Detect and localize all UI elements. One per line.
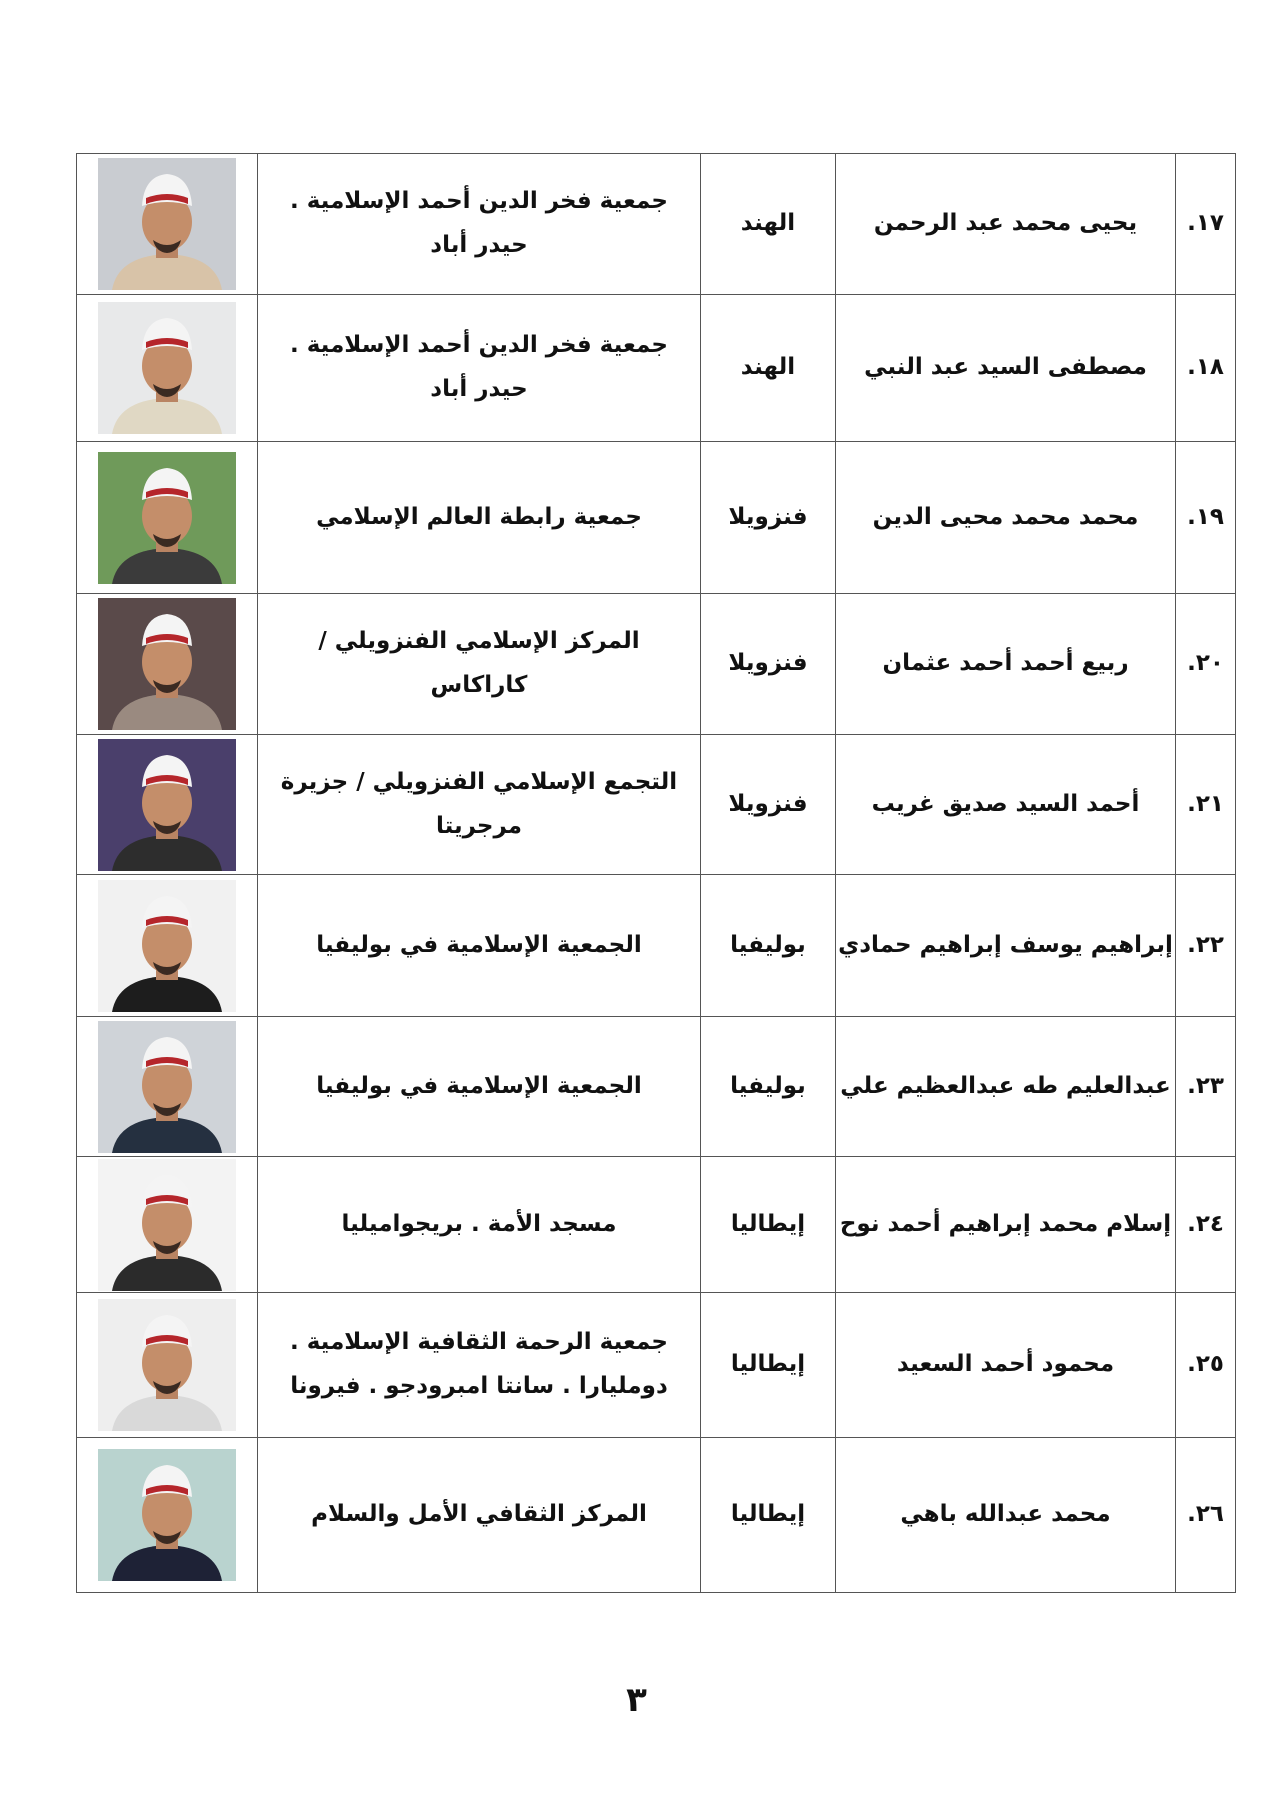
organization: التجمع الإسلامي الفنزويلي / جزيرة مرجريتا — [258, 735, 701, 875]
organization: المركز الإسلامي الفنزويلي / كاراكاس — [258, 594, 701, 735]
country: إيطاليا — [701, 1438, 836, 1593]
reciter-name: محمد عبدالله باهي — [836, 1438, 1176, 1593]
portrait-photo-icon — [98, 452, 236, 584]
table-row — [77, 1157, 1236, 1293]
portrait-photo-icon — [98, 302, 236, 434]
reciters-table-body — [77, 154, 1236, 1593]
country: الهند — [701, 154, 836, 295]
portrait-photo-icon — [98, 1299, 236, 1431]
reciter-name: يحيى محمد عبد الرحمن — [836, 154, 1176, 295]
table-row — [77, 594, 1236, 735]
country: إيطاليا — [701, 1293, 836, 1438]
table-row — [77, 154, 1236, 295]
portrait-photo-icon — [98, 598, 236, 730]
photo-cell — [77, 1438, 258, 1593]
row-number: ٢٤. — [1176, 1157, 1236, 1293]
table-row — [77, 1017, 1236, 1157]
organization: الجمعية الإسلامية في بوليفيا — [258, 1017, 701, 1157]
reciter-name: محمد محمد محيى الدين — [836, 442, 1176, 594]
organization: الجمعية الإسلامية في بوليفيا — [258, 875, 701, 1017]
portrait-photo-icon — [98, 1449, 236, 1581]
organization: جمعية الرحمة الثقافية الإسلامية . دومليارا . سانتا امبرودجو . فيرونا — [258, 1293, 701, 1438]
row-number: ٢٣. — [1176, 1017, 1236, 1157]
reciter-name: محمود أحمد السعيد — [836, 1293, 1176, 1438]
row-number: ٢١. — [1176, 735, 1236, 875]
country: إيطاليا — [701, 1157, 836, 1293]
portrait-photo-icon — [98, 1159, 236, 1291]
portrait-photo-icon — [98, 1021, 236, 1153]
row-number: ١٧. — [1176, 154, 1236, 295]
organization: جمعية فخر الدين أحمد الإسلامية . حيدر أباد — [258, 295, 701, 442]
portrait-photo-icon — [98, 158, 236, 290]
country: فنزويلا — [701, 442, 836, 594]
table-row — [77, 295, 1236, 442]
reciter-name: إبراهيم يوسف إبراهيم حمادي — [836, 875, 1176, 1017]
reciter-name: إسلام محمد إبراهيم أحمد نوح — [836, 1157, 1176, 1293]
table-row — [77, 735, 1236, 875]
page-number: ٣ — [626, 1680, 647, 1720]
organization: المركز الثقافي الأمل والسلام — [258, 1438, 701, 1593]
organization: جمعية فخر الدين أحمد الإسلامية . حيدر أباد — [258, 154, 701, 295]
photo-cell — [77, 1157, 258, 1293]
table-row — [77, 875, 1236, 1017]
photo-cell — [77, 735, 258, 875]
photo-cell — [77, 594, 258, 735]
country: فنزويلا — [701, 594, 836, 735]
row-number: ١٩. — [1176, 442, 1236, 594]
row-number: ٢٥. — [1176, 1293, 1236, 1438]
photo-cell — [77, 442, 258, 594]
photo-cell — [77, 875, 258, 1017]
reciter-name: ربيع أحمد أحمد عثمان — [836, 594, 1176, 735]
reciter-name: مصطفى السيد عبد النبي — [836, 295, 1176, 442]
table-row — [77, 442, 1236, 594]
portrait-photo-icon — [98, 739, 236, 871]
country: فنزويلا — [701, 735, 836, 875]
organization: جمعية رابطة العالم الإسلامي — [258, 442, 701, 594]
country: الهند — [701, 295, 836, 442]
country: بوليفيا — [701, 1017, 836, 1157]
row-number: ٢٦. — [1176, 1438, 1236, 1593]
table-row — [77, 1293, 1236, 1438]
photo-cell — [77, 1293, 258, 1438]
row-number: ١٨. — [1176, 295, 1236, 442]
organization: مسجد الأمة . بريجواميليا — [258, 1157, 701, 1293]
photo-cell — [77, 154, 258, 295]
table-row — [77, 1438, 1236, 1593]
reciter-name: عبدالعليم طه عبدالعظيم علي — [836, 1017, 1176, 1157]
country: بوليفيا — [701, 875, 836, 1017]
photo-cell — [77, 295, 258, 442]
reciter-name: أحمد السيد صديق غريب — [836, 735, 1176, 875]
photo-cell — [77, 1017, 258, 1157]
row-number: ٢٢. — [1176, 875, 1236, 1017]
reciters-table — [76, 153, 1236, 1593]
row-number: ٢٠. — [1176, 594, 1236, 735]
portrait-photo-icon — [98, 880, 236, 1012]
